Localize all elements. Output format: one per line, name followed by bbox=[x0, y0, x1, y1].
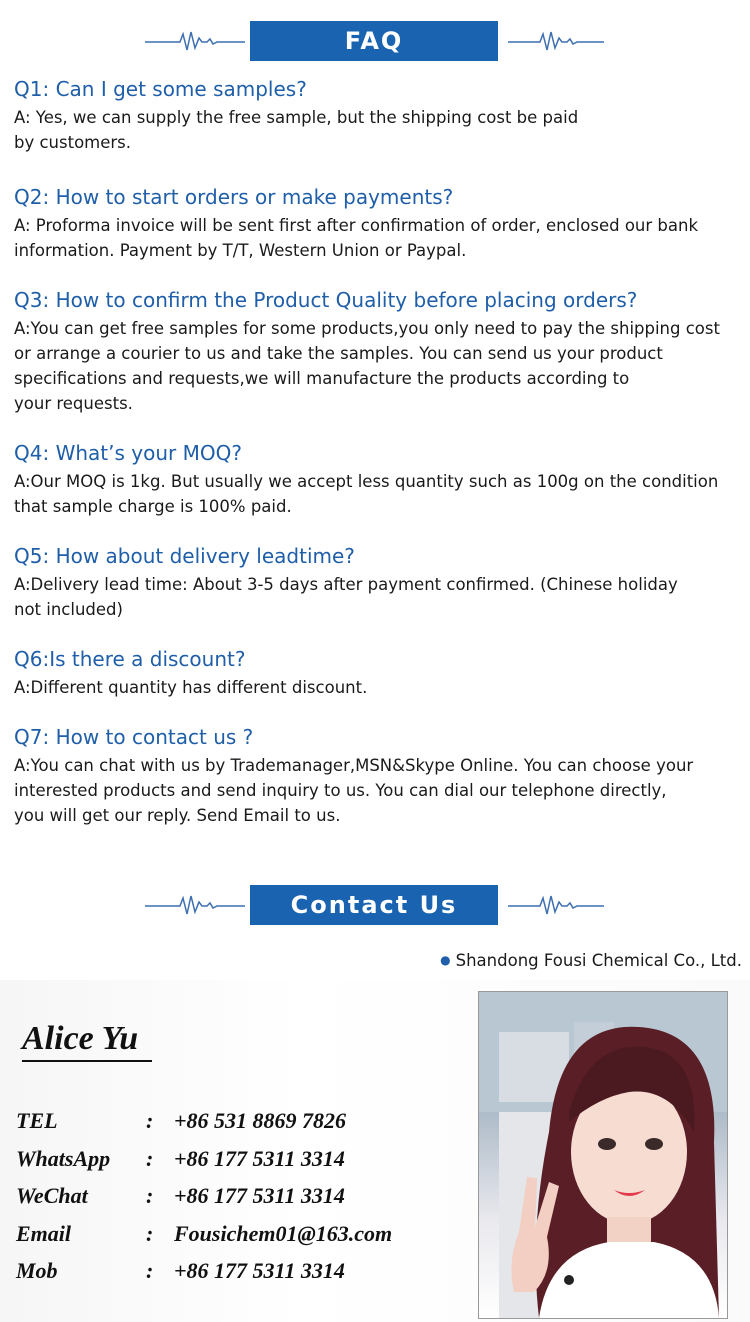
bullet-icon: ● bbox=[440, 953, 451, 967]
contact-row-whatsapp bbox=[16, 1146, 456, 1184]
faq-question: Q5: How about delivery leadtime? bbox=[14, 544, 355, 568]
faq-question: Q3: How to confirm the Product Quality before placing orders? bbox=[14, 288, 638, 312]
contact-banner bbox=[0, 885, 750, 927]
contact-colon: : bbox=[146, 1220, 154, 1246]
faq-answer: A:Different quantity has different discount. bbox=[14, 678, 368, 697]
contact-details bbox=[16, 1108, 456, 1296]
contact-label: WeChat bbox=[16, 1183, 88, 1208]
faq-question: Q1: Can I get some samples? bbox=[14, 77, 307, 101]
faq-answer: A:Our MOQ is 1kg. But usually we accept less quantity such as 100g on the condition that sample charge is 100% paid. bbox=[14, 472, 719, 516]
contact-row-mob bbox=[16, 1258, 456, 1296]
tel-value[interactable]: +86 531 8869 7826 bbox=[174, 1108, 347, 1133]
contact-row-wechat bbox=[16, 1183, 456, 1221]
portrait-illustration bbox=[479, 992, 727, 1318]
faq-answer: A:Delivery lead time: About 3-5 days after payment confirmed. (Chinese holiday not included) bbox=[14, 575, 678, 619]
email-value[interactable]: Fousichem01@163.com bbox=[174, 1220, 393, 1246]
faq-item bbox=[14, 644, 744, 700]
heartbeat-line-left-icon bbox=[145, 893, 245, 919]
faq-answer: A: Yes, we can supply the free sample, but the shipping cost be paid by customers. bbox=[14, 108, 579, 152]
faq-question: Q4: What’s your MOQ? bbox=[14, 441, 242, 465]
contact-label: Mob bbox=[16, 1258, 58, 1283]
faq-item bbox=[14, 285, 744, 416]
name-underline bbox=[22, 1060, 152, 1062]
whatsapp-value[interactable]: +86 177 5311 3314 bbox=[174, 1145, 345, 1171]
faq-answer: A: Proforma invoice will be sent first after confirmation of order, enclosed our bank information. Payment by T/T, Western Union or Paypal. bbox=[14, 216, 698, 260]
wechat-value[interactable]: +86 177 5311 3314 bbox=[174, 1183, 345, 1208]
faq-question: Q7: How to contact us ? bbox=[14, 725, 254, 749]
faq-question: Q2: How to start orders or make payments? bbox=[14, 185, 454, 209]
faq-banner bbox=[0, 21, 750, 63]
faq-answer: A:You can get free samples for some products,you only need to pay the shipping cost or arrange a courier to us and take the samples. You can send us your product specifications and requests,we will manufacture the products according to your requests. bbox=[14, 319, 720, 413]
faq-item bbox=[14, 182, 744, 263]
company-label: Shandong Fousi Chemical Co., Ltd. bbox=[455, 951, 742, 970]
company-name bbox=[440, 951, 742, 970]
contact-label: Email bbox=[16, 1220, 72, 1246]
heartbeat-line-right-icon bbox=[508, 29, 608, 55]
faq-item bbox=[14, 74, 744, 155]
contact-colon: : bbox=[146, 1108, 154, 1133]
contact-colon: : bbox=[146, 1258, 154, 1283]
faq-answer: A:You can chat with us by Trademanager,MSN&Skype Online. You can choose your interested products and send inquiry to us. You can dial our telephone directly, you will get our reply. Send Email to us. bbox=[14, 756, 694, 825]
contact-title: Contact Us bbox=[250, 885, 498, 925]
faq-question: Q6:Is there a discount? bbox=[14, 647, 246, 671]
faq-item bbox=[14, 438, 744, 519]
contact-label: TEL bbox=[16, 1108, 58, 1133]
mob-value[interactable]: +86 177 5311 3314 bbox=[174, 1258, 345, 1283]
contact-label: WhatsApp bbox=[16, 1145, 111, 1171]
faq-item bbox=[14, 722, 744, 828]
heartbeat-line-left-icon bbox=[145, 29, 245, 55]
faq-item bbox=[14, 541, 744, 622]
faq-title: FAQ bbox=[250, 21, 498, 61]
contact-name: Alice Yu bbox=[22, 1020, 139, 1057]
faq-list bbox=[14, 74, 744, 828]
contact-photo bbox=[478, 991, 728, 1319]
contact-row-tel bbox=[16, 1108, 456, 1146]
contact-colon: : bbox=[146, 1183, 154, 1208]
heartbeat-line-right-icon bbox=[508, 893, 608, 919]
contact-colon: : bbox=[146, 1145, 154, 1171]
contact-row-email bbox=[16, 1221, 456, 1259]
